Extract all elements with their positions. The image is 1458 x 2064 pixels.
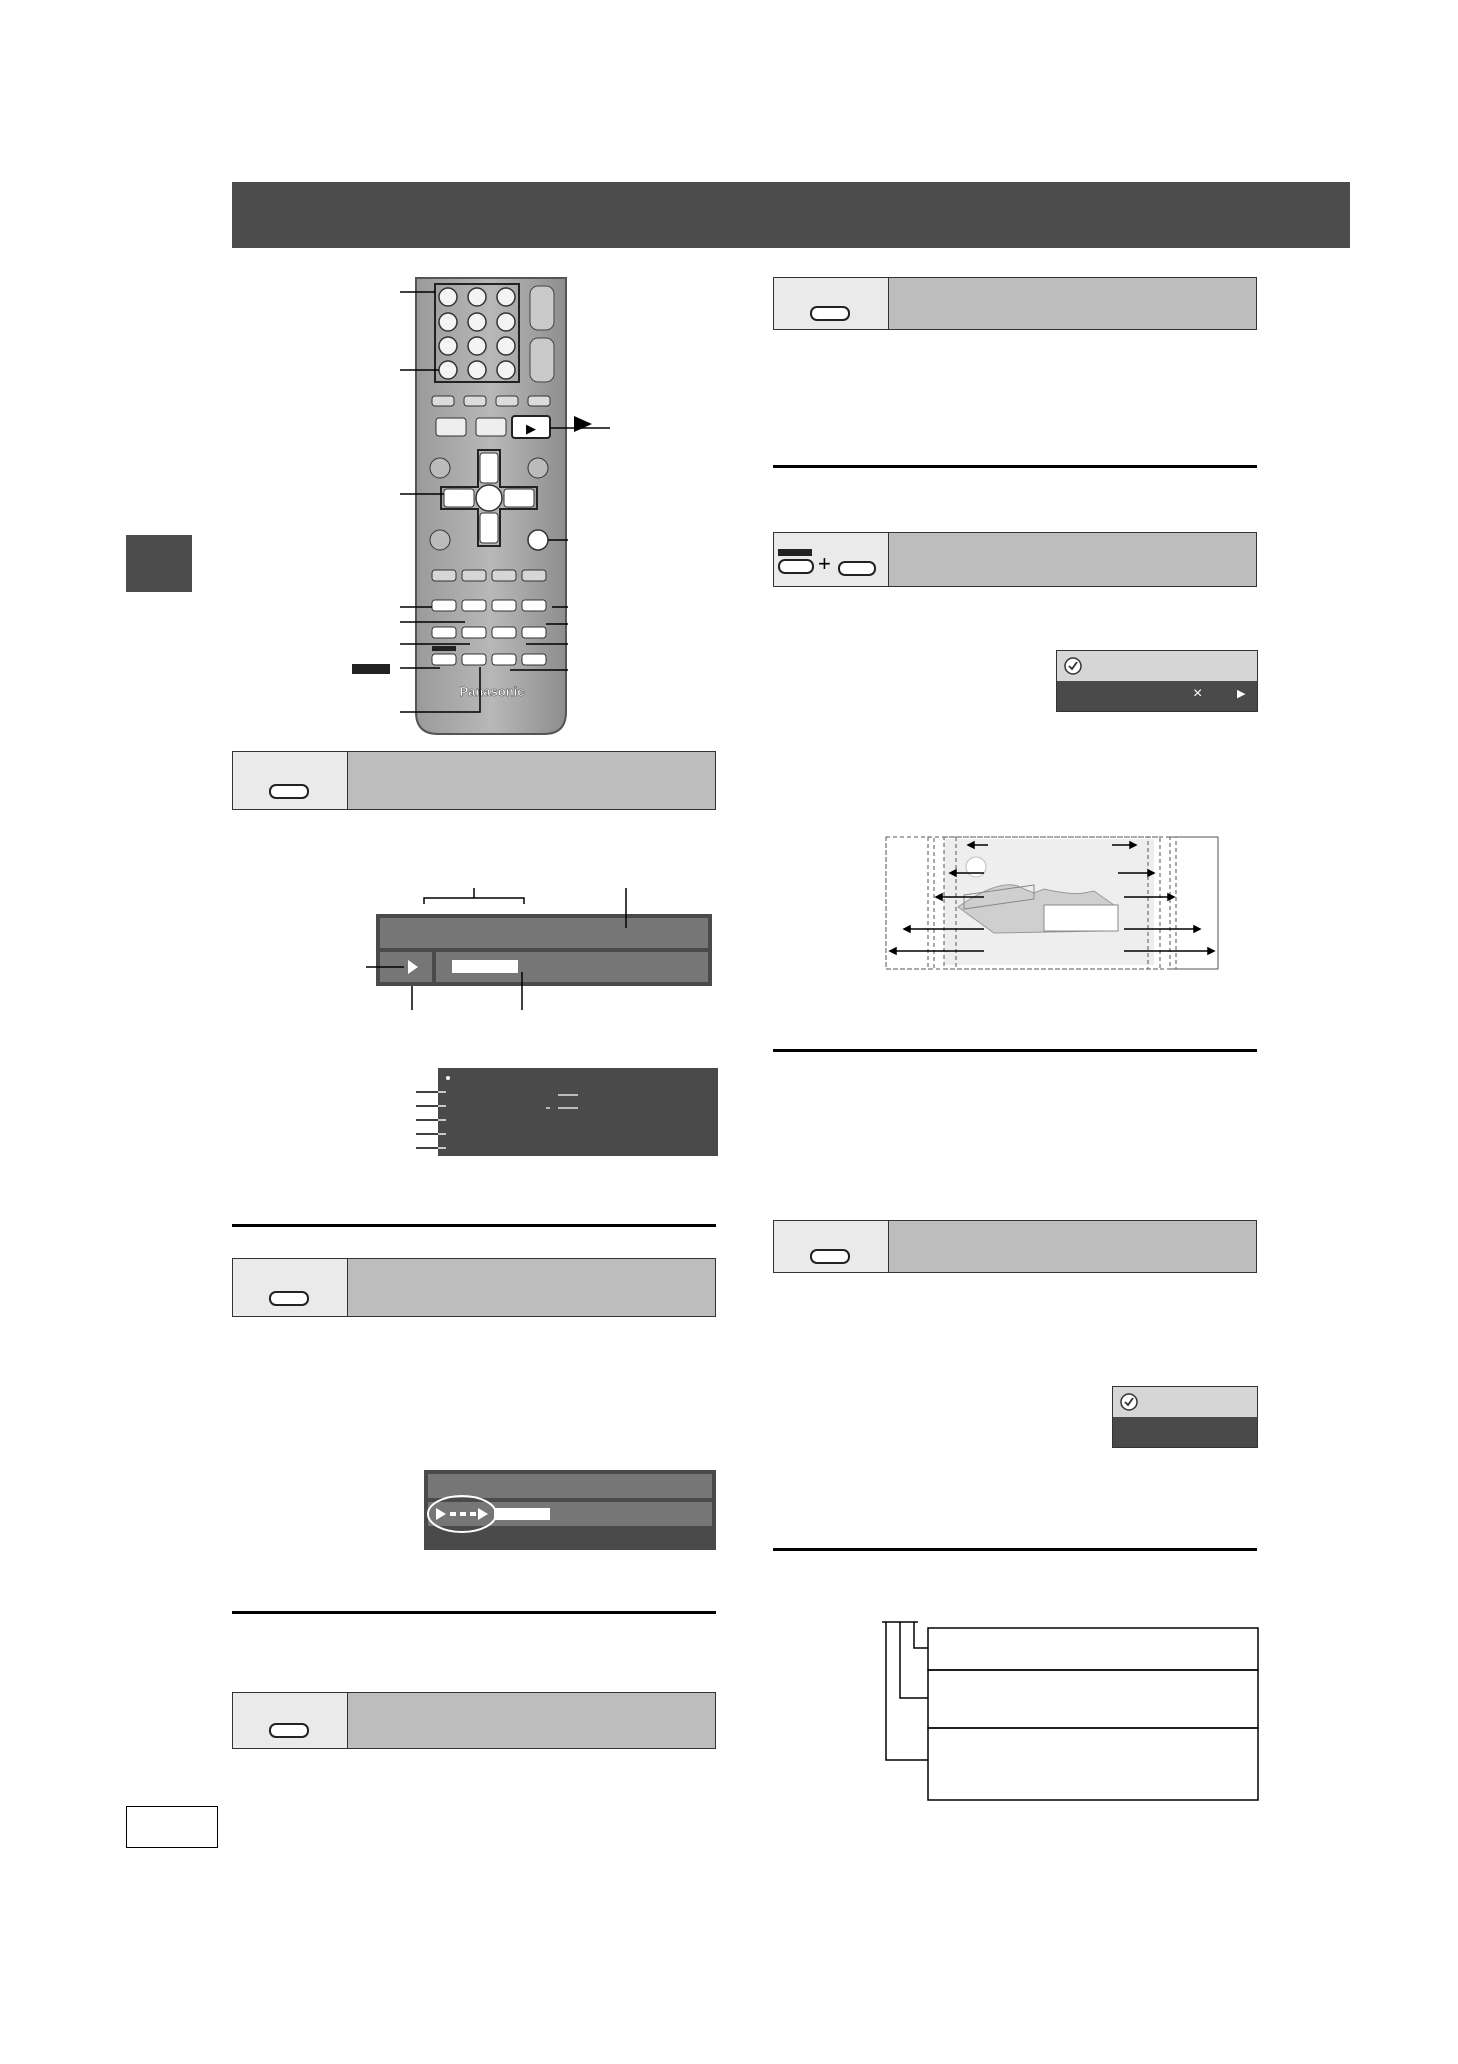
zoom-aspect-diagram	[884, 835, 1220, 971]
zoom-next-arrow: ▶	[1237, 688, 1246, 700]
section-divider	[232, 1224, 716, 1227]
setting-osd-body	[1113, 1417, 1257, 1447]
setting-osd	[1112, 1386, 1258, 1448]
code-explanation-table	[878, 1618, 1260, 1802]
feature-key-5	[774, 533, 889, 586]
feature-title-bar-5	[889, 533, 1256, 586]
setting-osd-header	[1113, 1387, 1257, 1417]
svg-text:▶: ▶	[526, 421, 536, 436]
zoom-multiply-sign: ×	[1193, 685, 1203, 702]
feature-box-3	[232, 1692, 716, 1749]
section-divider	[232, 1611, 716, 1614]
zoom-osd-header	[1057, 651, 1257, 681]
feature-key-6	[774, 1221, 889, 1272]
remote-illustration	[340, 272, 610, 742]
feature-title-bar-2	[348, 1259, 715, 1316]
shift-button-icon	[778, 559, 814, 574]
feature-box-2	[232, 1258, 716, 1317]
section-divider	[773, 1548, 1257, 1551]
feature-key-1	[233, 752, 348, 809]
feature-box-4	[773, 277, 1257, 330]
section-divider	[773, 1049, 1257, 1052]
check-setting-icon	[1119, 1392, 1139, 1412]
shift-label-bar	[778, 549, 812, 556]
remote-button-icon	[810, 306, 850, 321]
page-number-box	[126, 1806, 218, 1848]
zoom-button-icon	[838, 561, 876, 576]
feature-title-bar-4	[889, 278, 1256, 329]
remote-button-icon	[269, 784, 309, 799]
page-header-band	[232, 182, 1350, 248]
play-arrow-icon	[572, 414, 594, 434]
plus-sign: +	[818, 551, 831, 576]
feature-box-5	[773, 532, 1257, 587]
zoom-osd-body	[1057, 681, 1257, 711]
check-setting-icon	[1063, 656, 1083, 676]
feature-title-bar-6	[889, 1221, 1256, 1272]
remote-button-icon	[269, 1723, 309, 1738]
feature-key-4	[774, 278, 889, 329]
feature-key-3	[233, 1693, 348, 1748]
search-speed-osd	[420, 1468, 716, 1552]
feature-box-6	[773, 1220, 1257, 1273]
remote-button-icon	[810, 1249, 850, 1264]
feature-key-2	[233, 1259, 348, 1316]
onscreen-display-diagram	[356, 888, 718, 1020]
svg-text:Panasonic: Panasonic	[459, 684, 525, 699]
information-panel-diagram	[408, 1068, 718, 1158]
zoom-osd	[1056, 650, 1258, 712]
section-tab	[126, 535, 192, 592]
section-divider	[773, 465, 1257, 468]
feature-box-1	[232, 751, 716, 810]
feature-title-bar-1	[348, 752, 715, 809]
remote-button-icon	[269, 1291, 309, 1306]
feature-title-bar-3	[348, 1693, 715, 1748]
